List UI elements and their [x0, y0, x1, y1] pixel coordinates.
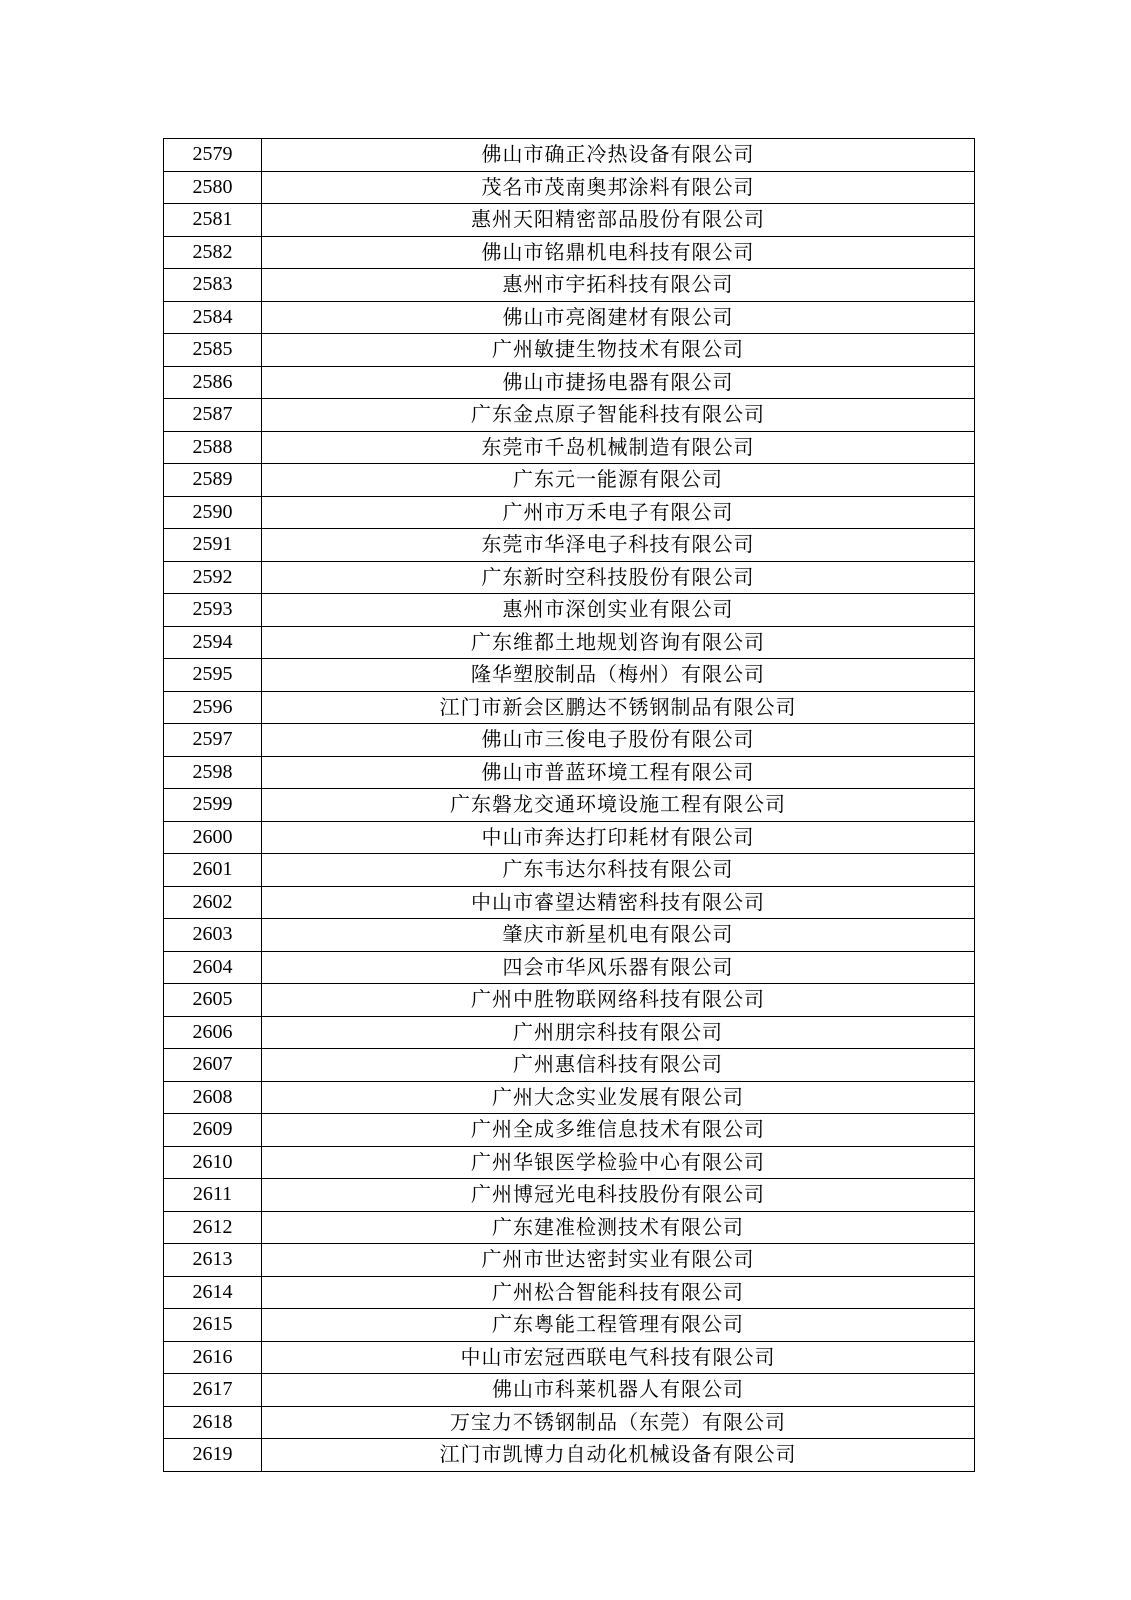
- table-row: [164, 1276, 975, 1309]
- row-number: 2584: [164, 301, 262, 334]
- table-row: [164, 1439, 975, 1472]
- company-name: 广州朋宗科技有限公司: [262, 1016, 975, 1049]
- row-number: 2601: [164, 854, 262, 887]
- row-number: 2579: [164, 139, 262, 172]
- row-number: 2586: [164, 366, 262, 399]
- table-row: [164, 919, 975, 952]
- table-row: [164, 951, 975, 984]
- row-number: 2619: [164, 1439, 262, 1472]
- row-number: 2618: [164, 1406, 262, 1439]
- row-number: 2597: [164, 724, 262, 757]
- company-name: 东莞市千岛机械制造有限公司: [262, 431, 975, 464]
- table-row: [164, 724, 975, 757]
- row-number: 2581: [164, 204, 262, 237]
- row-number: 2591: [164, 529, 262, 562]
- company-name: 广州松合智能科技有限公司: [262, 1276, 975, 1309]
- table-row: [164, 984, 975, 1017]
- row-number: 2602: [164, 886, 262, 919]
- company-name: 广州中胜物联网络科技有限公司: [262, 984, 975, 1017]
- row-number: 2589: [164, 464, 262, 497]
- company-name: 东莞市华泽电子科技有限公司: [262, 529, 975, 562]
- table-body: [164, 139, 975, 1472]
- company-name: 广东维都土地规划咨询有限公司: [262, 626, 975, 659]
- row-number: 2605: [164, 984, 262, 1017]
- row-number: 2595: [164, 659, 262, 692]
- company-name: 广东磐龙交通环境设施工程有限公司: [262, 789, 975, 822]
- table-row: [164, 1244, 975, 1277]
- row-number: 2613: [164, 1244, 262, 1277]
- company-name: 惠州天阳精密部品股份有限公司: [262, 204, 975, 237]
- row-number: 2580: [164, 171, 262, 204]
- company-name: 隆华塑胶制品（梅州）有限公司: [262, 659, 975, 692]
- company-name: 广东韦达尔科技有限公司: [262, 854, 975, 887]
- company-name: 广州大念实业发展有限公司: [262, 1081, 975, 1114]
- table-row: [164, 366, 975, 399]
- row-number: 2614: [164, 1276, 262, 1309]
- row-number: 2592: [164, 561, 262, 594]
- table-row: [164, 1049, 975, 1082]
- table-row: [164, 139, 975, 172]
- table-row: [164, 1406, 975, 1439]
- company-name: 中山市奔达打印耗材有限公司: [262, 821, 975, 854]
- company-name: 惠州市深创实业有限公司: [262, 594, 975, 627]
- company-name: 广东金点原子智能科技有限公司: [262, 399, 975, 432]
- table-row: [164, 594, 975, 627]
- row-number: 2607: [164, 1049, 262, 1082]
- table-row: [164, 561, 975, 594]
- table-row: [164, 1114, 975, 1147]
- company-name: 佛山市科莱机器人有限公司: [262, 1374, 975, 1407]
- row-number: 2588: [164, 431, 262, 464]
- company-name: 佛山市确正冷热设备有限公司: [262, 139, 975, 172]
- table-row: [164, 1146, 975, 1179]
- table-row: [164, 854, 975, 887]
- row-number: 2616: [164, 1341, 262, 1374]
- row-number: 2594: [164, 626, 262, 659]
- table-row: [164, 659, 975, 692]
- row-number: 2603: [164, 919, 262, 952]
- company-name: 万宝力不锈钢制品（东莞）有限公司: [262, 1406, 975, 1439]
- table-row: [164, 269, 975, 302]
- row-number: 2590: [164, 496, 262, 529]
- row-number: 2608: [164, 1081, 262, 1114]
- company-name: 广东粤能工程管理有限公司: [262, 1309, 975, 1342]
- company-name: 佛山市铭鼎机电科技有限公司: [262, 236, 975, 269]
- table-row: [164, 1211, 975, 1244]
- table-row: [164, 529, 975, 562]
- company-name: 佛山市亮阁建材有限公司: [262, 301, 975, 334]
- row-number: 2609: [164, 1114, 262, 1147]
- company-name: 广东建准检测技术有限公司: [262, 1211, 975, 1244]
- company-name: 江门市新会区鹏达不锈钢制品有限公司: [262, 691, 975, 724]
- row-number: 2582: [164, 236, 262, 269]
- company-name: 茂名市茂南奥邦涂料有限公司: [262, 171, 975, 204]
- table-row: [164, 756, 975, 789]
- row-number: 2615: [164, 1309, 262, 1342]
- company-name: 广州敏捷生物技术有限公司: [262, 334, 975, 367]
- company-name: 中山市睿望达精密科技有限公司: [262, 886, 975, 919]
- table-row: [164, 1341, 975, 1374]
- company-name: 惠州市宇拓科技有限公司: [262, 269, 975, 302]
- row-number: 2598: [164, 756, 262, 789]
- row-number: 2606: [164, 1016, 262, 1049]
- row-number: 2583: [164, 269, 262, 302]
- row-number: 2596: [164, 691, 262, 724]
- table-row: [164, 399, 975, 432]
- table-row: [164, 1309, 975, 1342]
- company-name: 广东元一能源有限公司: [262, 464, 975, 497]
- table-row: [164, 1016, 975, 1049]
- table-row: [164, 821, 975, 854]
- row-number: 2599: [164, 789, 262, 822]
- table-row: [164, 334, 975, 367]
- row-number: 2604: [164, 951, 262, 984]
- row-number: 2585: [164, 334, 262, 367]
- company-name: 四会市华风乐器有限公司: [262, 951, 975, 984]
- company-name: 广州惠信科技有限公司: [262, 1049, 975, 1082]
- table-row: [164, 204, 975, 237]
- table-row: [164, 171, 975, 204]
- company-name: 中山市宏冠西联电气科技有限公司: [262, 1341, 975, 1374]
- company-name: 肇庆市新星机电有限公司: [262, 919, 975, 952]
- company-name: 广州博冠光电科技股份有限公司: [262, 1179, 975, 1212]
- company-name: 佛山市捷扬电器有限公司: [262, 366, 975, 399]
- row-number: 2587: [164, 399, 262, 432]
- table-row: [164, 691, 975, 724]
- table-row: [164, 236, 975, 269]
- company-name: 广州市万禾电子有限公司: [262, 496, 975, 529]
- company-name: 广州华银医学检验中心有限公司: [262, 1146, 975, 1179]
- row-number: 2612: [164, 1211, 262, 1244]
- table-row: [164, 789, 975, 822]
- company-name: 广东新时空科技股份有限公司: [262, 561, 975, 594]
- company-name: 佛山市三俊电子股份有限公司: [262, 724, 975, 757]
- company-name: 广州市世达密封实业有限公司: [262, 1244, 975, 1277]
- table-row: [164, 1179, 975, 1212]
- row-number: 2610: [164, 1146, 262, 1179]
- table-row: [164, 886, 975, 919]
- table-row: [164, 1081, 975, 1114]
- company-name: 江门市凯博力自动化机械设备有限公司: [262, 1439, 975, 1472]
- row-number: 2593: [164, 594, 262, 627]
- table-row: [164, 496, 975, 529]
- table-row: [164, 464, 975, 497]
- table-row: [164, 431, 975, 464]
- row-number: 2611: [164, 1179, 262, 1212]
- company-list-table: [163, 138, 975, 1472]
- company-name: 佛山市普蓝环境工程有限公司: [262, 756, 975, 789]
- company-name: 广州全成多维信息技术有限公司: [262, 1114, 975, 1147]
- row-number: 2600: [164, 821, 262, 854]
- table-row: [164, 1374, 975, 1407]
- row-number: 2617: [164, 1374, 262, 1407]
- table-row: [164, 301, 975, 334]
- table-row: [164, 626, 975, 659]
